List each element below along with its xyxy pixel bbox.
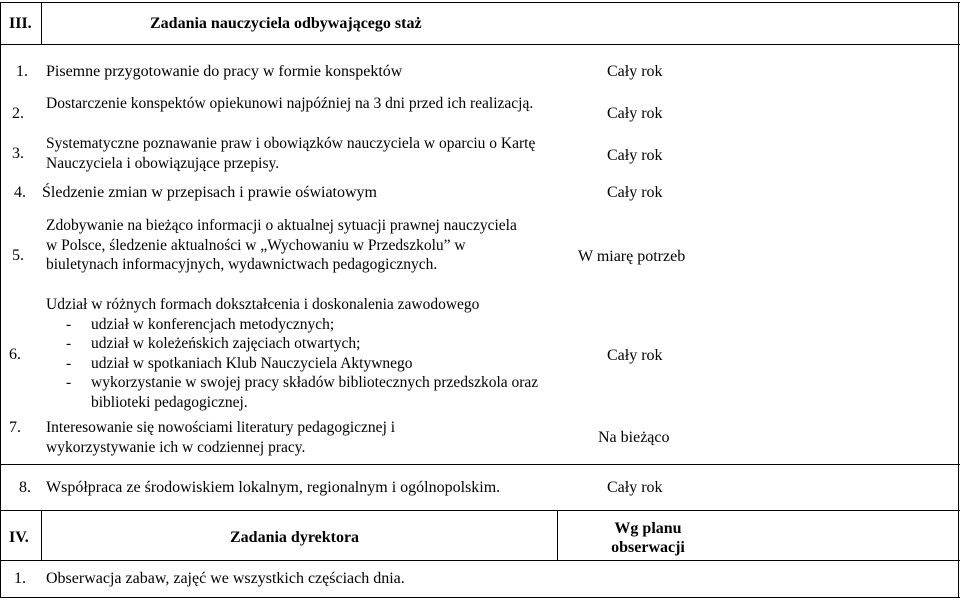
row-number: 3. (12, 145, 24, 162)
row-number: 1. (16, 63, 28, 80)
table-border (0, 464, 960, 465)
table-border (557, 510, 558, 561)
table-border (958, 2, 959, 598)
list-item: - wykorzystanie w swojej pracy składów bibliotecznych przedszkola oraz biblioteki pedagogicznej. (46, 373, 566, 412)
row-number: 2. (12, 105, 24, 122)
task-text: Zdobywanie na bieżąco informacji o aktualnej sytuacji prawnej nauczyciela w Polsce, śledzenie aktualności w „Wychowaniu w Przedszkolu” w biuletynach informacyjnych, wydawnictwach pedagogicznych. (46, 217, 517, 273)
task-text: Dostarczenie konspektów opiekunowi najpóźniej na 3 dni przed ich realizacją. (46, 95, 534, 112)
list-item: - udział w spotkaniach Klub Nauczyciela Aktywnego (46, 354, 566, 374)
row-number: 8. (19, 479, 31, 496)
term-text: Cały rok (607, 63, 663, 80)
term-text: Cały rok (607, 479, 663, 496)
section-title: Zadania dyrektora (230, 529, 360, 546)
row-number: 4. (14, 184, 26, 201)
subtask-list (46, 315, 566, 413)
term-text: Cały rok (607, 347, 663, 364)
task-text: Udział w różnych formach dokształcenia i doskonalenia zawodowego (46, 296, 480, 313)
table-border (0, 597, 960, 598)
task-text: Współpraca ze środowiskiem lokalnym, regionalnym i ogólnopolskim. (46, 479, 501, 496)
term-text: Cały rok (607, 105, 663, 122)
row-number: 1. (14, 570, 26, 587)
task-text: Pisemne przygotowanie do pracy w formie konspektów (46, 63, 403, 80)
table-border (41, 510, 42, 561)
section-title: Zadania nauczyciela odbywającego staż (150, 15, 422, 32)
list-item: - udział w koleżeńskich zajęciach otwartych; (46, 334, 566, 354)
table-border (0, 510, 960, 511)
task-cell (46, 295, 566, 412)
table-border (41, 2, 42, 45)
task-text: Systematyczne poznawanie praw i obowiązków nauczyciela w oparciu o Kartę Nauczyciela i obowiązujące przepisy. (46, 135, 536, 172)
table-border (0, 44, 960, 45)
section-number: IV. (9, 529, 29, 546)
term-text: Na bieżąco (598, 429, 670, 446)
term-text: W miarę potrzeb (578, 248, 686, 265)
table-border (0, 560, 960, 561)
term-text: Cały rok (607, 184, 663, 201)
row-number: 6. (9, 346, 21, 363)
section-number: III. (9, 15, 32, 32)
row-number: 5. (12, 247, 24, 264)
table-border (0, 2, 1, 598)
list-item: - udział w konferencjach metodycznych; (46, 315, 566, 335)
task-text: Interesowanie się nowościami literatury pedagogicznej i wykorzystywanie ich w codziennej pracy. (46, 419, 396, 456)
task-text: Obserwacja zabaw, zajęć we wszystkich częściach dnia. (46, 570, 405, 587)
term-header: Wg planu obserwacji (611, 520, 685, 556)
table-border (0, 2, 960, 3)
term-text: Cały rok (607, 147, 663, 164)
task-text: Śledzenie zmian w przepisach i prawie oświatowym (42, 184, 377, 201)
row-number: 7. (9, 419, 21, 436)
